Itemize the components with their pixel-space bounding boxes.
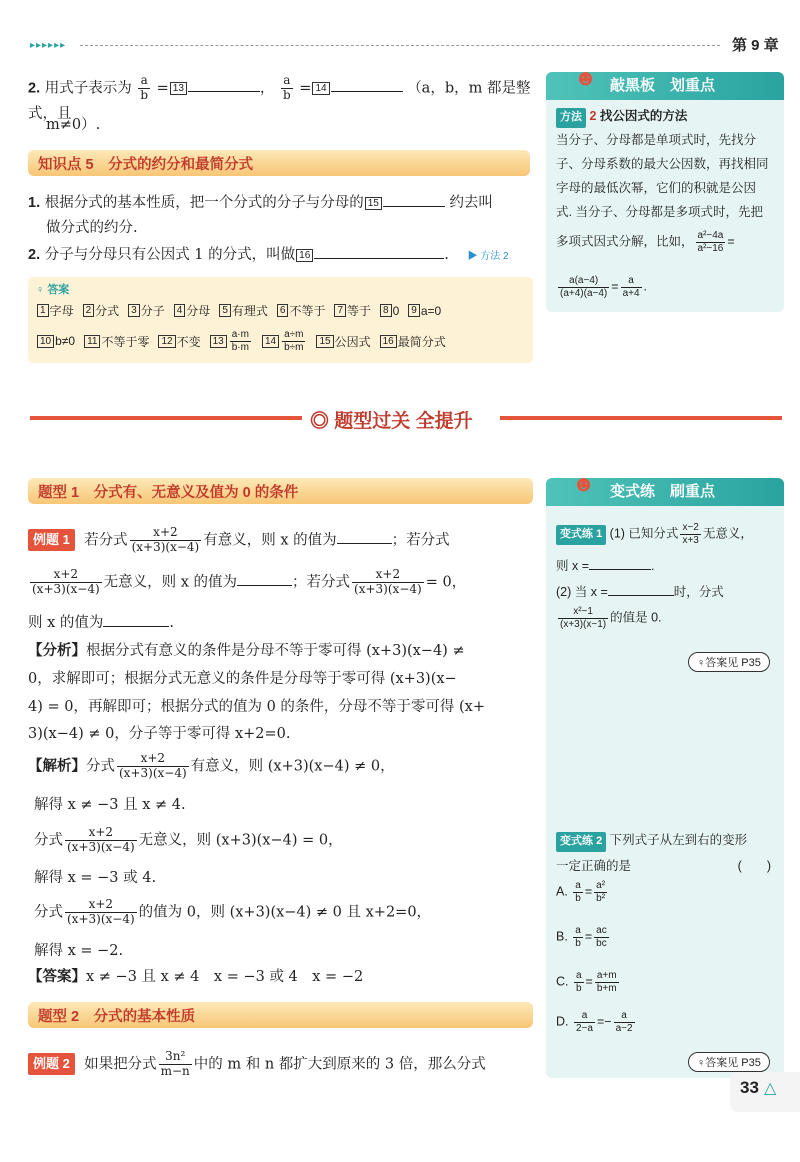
frac-den: (x+3)(x−4)	[67, 911, 135, 926]
answers-row-2	[36, 329, 525, 353]
solve-frac-1	[117, 752, 189, 781]
v1-e: 时，分式	[673, 585, 724, 599]
panel1-title	[546, 65, 784, 100]
ex1-line1	[28, 526, 543, 555]
eq-sign: =	[156, 80, 169, 97]
v1-line3	[556, 582, 781, 602]
v1-d: (2) 当 x =	[556, 585, 608, 599]
example-num: 2	[62, 1056, 70, 1072]
ex1-t6: = 0，	[425, 574, 467, 591]
ex2-line1	[28, 1050, 543, 1079]
answer-value: 不等于零	[101, 334, 150, 349]
solve-2: 解得 x ≠ −3 且 x ≠ 4.	[34, 797, 186, 813]
frac-den: b	[140, 87, 148, 102]
solve-frac-2	[65, 826, 137, 855]
solve-3	[34, 826, 549, 855]
example-tag-text: 例题	[33, 532, 60, 548]
frac-den: a+4	[622, 287, 640, 299]
solve-5	[34, 898, 549, 927]
kp5-i1-text-c: 做分式的约分.	[46, 220, 138, 236]
panel1-l1: 当分子、分母都是单项式时，先找分	[556, 133, 757, 147]
blank-15-num: 15	[365, 197, 382, 210]
answer-ref-text: 答案见 P35	[705, 1057, 761, 1069]
answer-item	[261, 329, 308, 353]
answer-num: 2	[83, 304, 95, 317]
teacher-icon: ☻	[572, 471, 596, 496]
ex1-t4: 无意义，则 x 的值为	[103, 574, 238, 591]
header-dots: ▸▸▸▸▸▸	[30, 40, 67, 51]
section-title	[310, 406, 473, 433]
section-right-line	[500, 416, 782, 420]
kp5-i1-text-b: 约去叫	[449, 195, 493, 211]
variant-tag-text: 变式练	[560, 528, 593, 541]
v2-b: 一定正确的是	[556, 859, 632, 873]
method-num: 2	[589, 109, 597, 123]
section-left-line	[30, 416, 302, 420]
option-c[interactable]: C. $\frac{a}{b}$ = $\frac{a+m}{b+m}$	[556, 970, 617, 994]
chapter-label: 第 9 章	[732, 37, 779, 54]
example-frac3	[621, 275, 642, 299]
blank-14[interactable]	[331, 78, 403, 92]
v1-blank-1[interactable]	[589, 556, 651, 570]
frac-num: a	[283, 73, 291, 87]
frac-num: a(a−4)	[569, 275, 599, 286]
answer-num: 4	[174, 304, 186, 317]
frac-den: m−n	[160, 1063, 190, 1078]
item2-text-a: 用式子表示为	[44, 80, 132, 97]
example-tag	[28, 529, 75, 551]
frac: $\frac{ac}{bc}$	[596, 925, 607, 949]
analysis-label: 【分析】	[28, 643, 86, 659]
answer-item	[173, 302, 211, 319]
solve-3a: 分式	[34, 832, 63, 849]
frac: $\frac{a}{2-a}$	[575, 1010, 593, 1034]
ex1-line3: 则 x 的值为 .	[28, 615, 175, 631]
blank-13-num: 13	[170, 82, 187, 95]
frac-num: x+2	[153, 525, 178, 539]
frac-num: x²−1	[573, 606, 593, 617]
analysis-1	[28, 640, 543, 662]
answer-value: a÷m b÷m	[284, 329, 304, 353]
answer-num: 13	[210, 335, 227, 348]
frac-den: x+3	[682, 534, 699, 546]
answer-num: 8	[380, 304, 392, 317]
blank-14-num: 14	[312, 82, 329, 95]
kp5-i1-num: 1.	[28, 195, 41, 211]
analysis-2: 0，求解即可；根据分式无意义的条件是分母等于零可得 (x+3)(x−	[28, 671, 457, 687]
frac: $\frac{a}{b}$	[575, 925, 581, 949]
answer-value: 不等于	[289, 304, 326, 318]
answer-num: 6	[277, 304, 289, 317]
item2-frac1	[138, 74, 150, 103]
frac-num: x+2	[140, 751, 166, 765]
example-tag-text: 例题	[33, 1056, 60, 1072]
ruler-icon: △	[764, 1078, 777, 1097]
solve-3b: 无意义，则 (x+3)(x−4) = 0，	[138, 832, 343, 849]
page-number: 33	[740, 1078, 759, 1097]
panel1-l4: 式. 当分子、分母都是多项式时，先把	[556, 205, 763, 219]
solve-5b: 的值为 0，则 (x+3)(x−4) ≠ 0 且 x+2=0，	[138, 904, 432, 921]
example-num: 1	[62, 532, 70, 548]
analysis-4: 3)(x−4) ≠ 0，分子等于零可得 x+2=0.	[28, 726, 291, 742]
example-tag	[28, 1053, 75, 1075]
v1-line2: 则 x = .	[556, 556, 781, 576]
answer-num: 14	[262, 335, 279, 348]
frac: $\frac{a+m}{b+m}$	[596, 970, 617, 994]
answer-value: a=0	[420, 303, 442, 318]
ex1-blank-1[interactable]	[337, 530, 392, 544]
v1-line1	[556, 522, 781, 546]
answer-num: 15	[316, 335, 333, 348]
frac-num: a²−4a	[697, 230, 724, 241]
answer-value: a·m b·m	[231, 329, 249, 353]
key-icon: ♀	[36, 284, 45, 296]
answers-row-1	[36, 301, 525, 319]
answer-num: 16	[380, 335, 397, 348]
answer-num: 7	[334, 304, 346, 317]
option-letter: C.	[556, 974, 569, 989]
answer-text: x ≠ −3 且 x ≠ 4 x = −3 或 4 x = −2	[86, 969, 364, 985]
answer-item	[83, 333, 149, 350]
panel1-l2: 子、分母系数的最大公因数，再找相同	[556, 157, 769, 171]
frac-den: a²−16	[697, 242, 724, 254]
v2-paren: ( )	[737, 859, 771, 873]
frac-num: a	[140, 73, 148, 87]
panel1-l6: $\frac{a(a-4)}{(a+4)(a-4)}$ = $\frac{a}{a+4}$ .	[560, 275, 648, 299]
answer-value: 分母	[186, 304, 211, 318]
solve-1b: 有意义，则 (x+3)(x−4) ≠ 0，	[190, 758, 395, 775]
frac-den: b	[283, 87, 291, 102]
option-d[interactable]: D. $\frac{a}{2-a}$ =− $\frac{a}{a-2}$	[556, 1010, 633, 1034]
v1-frac	[680, 522, 700, 546]
blank-15[interactable]	[383, 193, 445, 207]
frac-den: (x+3)(x−4)	[32, 581, 100, 596]
frac-num: x+2	[88, 897, 114, 911]
answer-item	[379, 333, 446, 350]
answer-ref-button-2[interactable]	[688, 1052, 770, 1072]
frac-num: x+2	[88, 825, 114, 839]
v1-frac2	[558, 606, 608, 630]
answer-item	[218, 302, 268, 319]
frac-den: (x+3)(x−4)	[131, 539, 200, 554]
answer-item	[333, 302, 371, 319]
panel2-title-text: 变式练 刷重点	[610, 483, 716, 500]
kp5-item2: 2. 分子与分母只有公因式 1 的分式，叫做 16 . ▶ 方法 2	[28, 247, 509, 263]
v1-a: (1) 已知分式	[609, 526, 679, 541]
variant-tag	[556, 832, 606, 852]
item2-line1: 2. 用式子表示为 $\frac{a}{b}$ = 13 ， $\frac{a}{b}$ = 14 （a，b，m 都是整式，且	[28, 73, 531, 122]
kp5-i2-text-a: 分子与分母只有公因式 1 的分式，叫做	[44, 247, 296, 263]
v1-g: 的值是 0.	[610, 610, 662, 625]
answer-item	[276, 302, 326, 319]
variant-num: 2	[596, 835, 603, 847]
item2-text-c: m≠0）.	[46, 117, 101, 133]
ex1-frac-a	[130, 526, 202, 555]
frac-num: x+2	[375, 567, 401, 581]
panel1-title-text: 敲黑板 划重点	[610, 77, 716, 94]
answer-num: 11	[84, 335, 100, 348]
type1-title-bar: 题型 1 分式有、无意义及值为 0 的条件	[28, 478, 533, 504]
solve-4: 解得 x = −3 或 4.	[34, 870, 157, 886]
frac-num: a	[628, 275, 634, 286]
blank-16-num: 16	[296, 249, 313, 262]
v2-a: 下列式子从左到右的变形	[609, 833, 748, 847]
frac: $\frac{a}{b}$	[575, 970, 582, 994]
frac-num: x+2	[53, 567, 79, 581]
answer-value: 不变	[176, 334, 201, 349]
ex1-t3: ；若分式	[391, 532, 450, 549]
answer-value: 分式	[95, 304, 120, 318]
answer-item	[36, 302, 74, 319]
v1-line4	[556, 606, 781, 630]
option-letter: D.	[556, 1014, 569, 1029]
key-icon: ♀	[697, 1057, 706, 1069]
answer-value: 等于	[347, 304, 372, 318]
answer-item	[82, 302, 120, 319]
panel1-l5: 多项式因式分解，比如， $\frac{\text{a²−4a}}{\text{a²−16}}$ =	[556, 230, 735, 254]
answer-item	[127, 302, 165, 319]
blank-13[interactable]	[188, 78, 260, 92]
answers-label-text: 答案	[47, 284, 70, 296]
answer-value: 0	[392, 303, 400, 318]
answer-num: 5	[219, 304, 231, 317]
method-2-link[interactable]: ▶ 方法 2	[467, 251, 509, 262]
panel2-title	[546, 471, 784, 506]
ex1-blank-3[interactable]	[103, 613, 169, 627]
key-icon: ♀	[697, 657, 706, 669]
frac-den: (x+3)(x−1)	[560, 618, 607, 630]
item2-text-b: （a，b，m 都是整式，且	[28, 80, 531, 122]
frac: $\frac{a}{b}$	[575, 880, 581, 904]
ex1-t5: ；若分式	[292, 574, 351, 591]
kp5-i2-num: 2.	[28, 247, 41, 263]
solve-label: 【解析】	[28, 758, 86, 775]
panel1-l5-text: 多项式因式分解，比如，	[556, 234, 694, 249]
option-a[interactable]: A. $\frac{a}{b}$ = $\frac{\text{a²}}{\text{b²}}$	[556, 880, 606, 904]
answers-label	[36, 281, 525, 297]
frac-den: (x+3)(x−4)	[354, 581, 422, 596]
frac-den: (a+4)(a−4)	[560, 287, 608, 299]
answer-value: 分子	[140, 304, 165, 318]
frac-den: (x+3)(x−4)	[67, 839, 135, 854]
kp5-item1	[28, 192, 543, 214]
ex1-t2: 有意义，则 x 的值为	[203, 532, 337, 549]
item2-frac2	[281, 74, 293, 103]
answer-num: 1	[37, 304, 49, 317]
answer-line	[28, 966, 543, 988]
blank-16[interactable]	[314, 245, 444, 259]
answer-value: 有理式	[231, 304, 268, 318]
ex1-line2	[28, 568, 543, 597]
answer-num: 9	[408, 304, 420, 317]
ex2-frac	[159, 1050, 192, 1079]
type2-title-bar: 题型 2 分式的基本性质	[28, 1002, 533, 1028]
ex1-t7: 则 x 的值为	[28, 615, 104, 631]
method-title: 找公因式的方法	[599, 109, 688, 123]
v1-b: 无意义，	[702, 526, 753, 541]
answer-ref-button-1[interactable]	[688, 652, 770, 672]
answer-num: 12	[158, 335, 175, 348]
teacher-icon: ☻	[574, 65, 598, 90]
variant-num: 1	[596, 528, 603, 541]
answer-item	[315, 333, 370, 350]
answer-label: 【答案】	[28, 969, 86, 985]
answer-num: 10	[37, 335, 54, 348]
frac-den: (x+3)(x−4)	[119, 765, 187, 780]
frac-num: 3n²	[165, 1049, 186, 1063]
answer-item	[36, 334, 75, 348]
analysis-3: 4) = 0，再解即可；根据分式的值为 0 的条件，分母不等于零可得 (x+	[28, 699, 486, 715]
frac-num: x−2	[682, 522, 699, 533]
answer-ref-text: 答案见 P35	[705, 657, 761, 669]
answers-box	[28, 277, 533, 363]
kp5-i1-text-a: 根据分式的基本性质，把一个分式的分子与分母的	[44, 195, 364, 211]
v2-line1	[556, 830, 781, 852]
answer-item	[407, 304, 441, 318]
header-dashline	[80, 45, 720, 46]
option-letter: A.	[556, 884, 568, 899]
ex2-t2: 中的 m 和 n 都扩大到原来的 3 倍，那么分式	[193, 1056, 486, 1073]
panel1-method	[556, 106, 781, 128]
ex1-frac-c	[352, 568, 424, 597]
answer-item	[209, 329, 253, 353]
ex1-frac-b	[30, 568, 102, 597]
ex2-t1: 如果把分式	[84, 1056, 157, 1073]
option-letter: B.	[556, 929, 568, 944]
frac: $\frac{a}{a-2}$	[615, 1010, 633, 1034]
v1-blank-2[interactable]	[608, 582, 674, 596]
answer-value: 最简分式	[397, 334, 446, 349]
section-title-text: 题型过关 全提升	[334, 411, 473, 432]
analysis-text-1: 根据分式有意义的条件是分母不等于零可得 (x+3)(x−4) ≠	[86, 643, 465, 659]
ex1-blank-2[interactable]	[237, 572, 292, 586]
method-tag: 方法	[556, 108, 586, 128]
variant-tag-text: 变式练	[560, 835, 593, 847]
item2-num: 2.	[28, 80, 41, 97]
answer-value: b≠0	[55, 334, 76, 348]
v2-line2	[556, 856, 781, 876]
answer-value: 公因式	[334, 334, 371, 349]
variant-tag	[556, 525, 606, 545]
example-frac	[696, 230, 726, 254]
ex1-t1: 若分式	[84, 532, 128, 549]
answer-item	[157, 333, 200, 350]
answer-num: 3	[128, 304, 140, 317]
kp5-title-bar: 知识点 5 分式的约分和最简分式	[28, 150, 530, 176]
solve-6: 解得 x = −2.	[34, 943, 124, 959]
frac: $\frac{\text{a²}}{\text{b²}}$	[596, 880, 606, 904]
v1-c: 则 x =	[556, 559, 589, 573]
answer-item	[379, 304, 399, 318]
option-b[interactable]: B. $\frac{a}{b}$ = $\frac{ac}{bc}$	[556, 925, 607, 949]
solve-1a: 分式	[86, 758, 115, 775]
panel1-l3: 字母的最低次幂，它们的积就是公因	[556, 181, 757, 195]
target-icon: ◎	[310, 411, 330, 432]
solve-1	[28, 752, 543, 781]
solve-frac-3	[65, 898, 137, 927]
solve-5a: 分式	[34, 904, 63, 921]
answer-value: 字母	[49, 304, 74, 318]
example-frac2	[558, 275, 609, 299]
